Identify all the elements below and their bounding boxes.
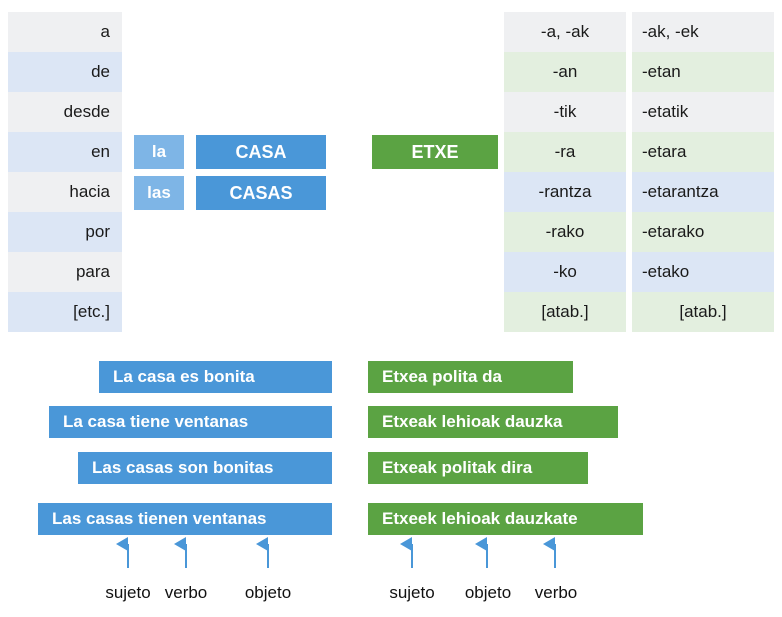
article-plural [134, 176, 184, 210]
suffix-label: -ra [554, 142, 576, 161]
suffix-label: -tik [553, 102, 577, 121]
article-singular [134, 135, 184, 169]
preposition-label: por [85, 222, 110, 241]
noun-label: CASAS [229, 182, 293, 203]
preposition-row [8, 212, 122, 252]
spanish-sentence [99, 361, 332, 393]
legend-basque-item [506, 583, 606, 603]
sentence-text: Etxeek lehioak dauzkate [382, 509, 578, 528]
sentence-text: Etxeak politak dira [382, 458, 533, 477]
article-label: las [147, 183, 171, 202]
legend-label: verbo [164, 583, 208, 602]
spanish-sentence [38, 503, 332, 535]
preposition-row [8, 92, 122, 132]
suffix-singular-row [504, 172, 626, 212]
basque-root [372, 135, 498, 169]
preposition-row [8, 12, 122, 52]
suffix-singular-row [504, 252, 626, 292]
basque-sentence [368, 406, 618, 438]
suffix-plural-row [632, 252, 774, 292]
preposition-label: hacia [69, 182, 110, 201]
suffix-label: -a, -ak [540, 22, 590, 41]
legend-label: objeto [464, 583, 512, 602]
preposition-label: desde [63, 102, 110, 121]
suffix-label: -etarako [642, 222, 705, 241]
legend-label: objeto [244, 583, 292, 602]
suffix-plural-row [632, 132, 774, 172]
preposition-row [8, 52, 122, 92]
suffix-singular-row [504, 92, 626, 132]
suffix-singular-row [504, 292, 626, 332]
legend-label: sujeto [389, 583, 435, 602]
sentence-text: Las casas tienen ventanas [52, 509, 267, 528]
preposition-label: a [100, 22, 110, 41]
sentence-text: Etxea polita da [382, 367, 502, 386]
sentence-text: La casa tiene ventanas [63, 412, 249, 431]
sentence-text: La casa es bonita [113, 367, 255, 386]
noun-label: CASA [235, 141, 287, 162]
suffix-singular-row [504, 12, 626, 52]
basque-sentence [368, 452, 588, 484]
suffix-label: -rako [545, 222, 585, 241]
article-label: la [151, 142, 167, 161]
suffix-label: -rantza [538, 182, 592, 201]
preposition-label: para [75, 262, 110, 281]
suffix-singular-row [504, 212, 626, 252]
suffix-singular-row [504, 132, 626, 172]
suffix-singular-row [504, 52, 626, 92]
suffix-label: -etako [642, 262, 690, 281]
noun-plural [196, 176, 326, 210]
suffix-label: -etatik [642, 102, 689, 121]
suffix-plural-row [632, 12, 774, 52]
suffix-label: -etarantza [642, 182, 719, 201]
legend-spanish-item [218, 583, 318, 603]
spanish-sentence [49, 406, 332, 438]
suffix-label: -ak, -ek [642, 22, 699, 41]
suffix-plural-row [632, 292, 774, 332]
basque-sentence [368, 503, 643, 535]
suffix-label: -etara [642, 142, 687, 161]
suffix-label: [atab.] [679, 302, 727, 321]
legend-label: verbo [534, 583, 578, 602]
preposition-label: de [91, 62, 110, 81]
preposition-label: [etc.] [73, 302, 110, 321]
suffix-label: -ko [553, 262, 577, 281]
suffix-plural-row [632, 172, 774, 212]
suffix-plural-row [632, 92, 774, 132]
sentence-text: Etxeak lehioak dauzka [382, 412, 563, 431]
basque-root-label: ETXE [411, 141, 459, 162]
preposition-label: en [91, 142, 110, 161]
basque-sentence [368, 361, 573, 393]
preposition-row [8, 132, 122, 172]
preposition-row [8, 292, 122, 332]
preposition-row [8, 172, 122, 212]
noun-singular [196, 135, 326, 169]
suffix-label: -an [552, 62, 578, 81]
legend-label: sujeto [105, 583, 151, 602]
suffix-label: -etan [642, 62, 681, 81]
preposition-row [8, 252, 122, 292]
suffix-plural-row [632, 52, 774, 92]
spanish-sentence [78, 452, 332, 484]
suffix-plural-row [632, 212, 774, 252]
suffix-label: [atab.] [541, 302, 589, 321]
sentence-text: Las casas son bonitas [92, 458, 274, 477]
